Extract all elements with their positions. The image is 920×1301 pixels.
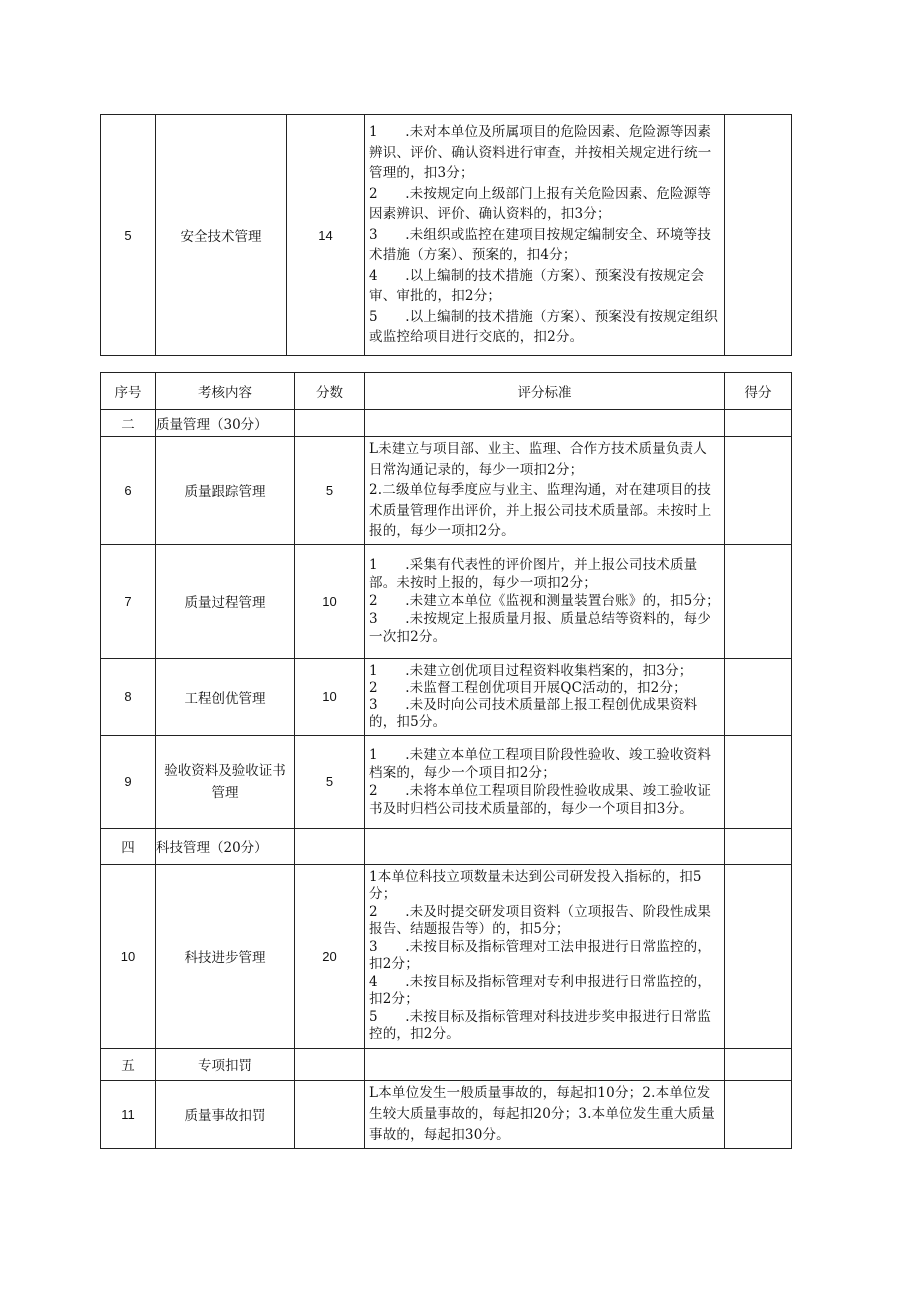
row-number: 6 [101, 437, 156, 545]
result-cell [725, 437, 792, 545]
assessment-item: 质量跟踪管理 [156, 437, 295, 545]
result-cell [725, 658, 792, 735]
section-number: 四 [101, 828, 156, 864]
section-title: 科技管理（20分） [156, 828, 295, 864]
criteria-line: L未建立与项目部、业主、监理、合作方技术质量负责人日常沟通记录的，每少一项扣2分； [369, 441, 707, 478]
criteria-line: 4 .以上编制的技术措施（方案）、预案没有按规定会审、审批的，扣2分； [369, 267, 705, 305]
assessment-item: 科技进步管理 [156, 864, 295, 1048]
criteria [365, 437, 725, 545]
table-row [101, 864, 792, 1048]
header-criteria: 评分标准 [365, 373, 725, 410]
assessment-item: 安全技术管理 [156, 115, 287, 356]
assessment-item: 工程创优管理 [156, 658, 295, 735]
section-title: 专项扣罚 [156, 1048, 295, 1080]
criteria-line: 5 .以上编制的技术措施（方案）、预案没有按规定组织或监控给项目进行交底的，扣2分。 [369, 308, 719, 346]
result-cell [725, 115, 792, 356]
assessment-item: 质量过程管理 [156, 544, 295, 658]
criteria-line: 1 .未建立本单位工程项目阶段性验收、竣工验收资料档案的，每少一个项目扣2分； [369, 746, 712, 781]
criteria-line: 3 .未及时向公司技术质量部上报工程创优成果资料的，扣5分。 [369, 696, 698, 730]
criteria-line: 4 .未按目标及指标管理对专利申报进行日常监控的，扣2分； [369, 973, 712, 1007]
criteria [365, 115, 725, 356]
header-score: 分数 [295, 373, 365, 410]
row-number: 9 [101, 735, 156, 828]
empty-cell [725, 410, 792, 437]
criteria-line: 1本单位科技立项数量未达到公司研发投入指标的，扣5分； [369, 868, 702, 902]
criteria-line: 3 .未组织或监控在建项目按规定编制安全、环境等技术措施（方案）、预案的，扣4分； [369, 226, 712, 264]
section-row [101, 1048, 792, 1080]
assessment-item: 质量事故扣罚 [156, 1080, 295, 1148]
table-assessment [100, 372, 792, 1149]
criteria-line: 2 .未按规定向上级部门上报有关危险因素、危险源等因素辨识、评价、确认资料的，扣3分； [369, 185, 712, 223]
score: 5 [295, 437, 365, 545]
criteria-line: 1 .未对本单位及所属项目的危险因素、危险源等因素辨识、评价、确认资料进行审查，并按相关规定进行统一管理的，扣3分； [369, 124, 712, 182]
empty-cell [725, 828, 792, 864]
empty-cell [295, 1048, 365, 1080]
table-row [101, 658, 792, 735]
result-cell [725, 864, 792, 1048]
row-number: 5 [101, 115, 156, 356]
section-number: 五 [101, 1048, 156, 1080]
row-number: 8 [101, 658, 156, 735]
score: 5 [295, 735, 365, 828]
table-row [101, 735, 792, 828]
score: 10 [295, 544, 365, 658]
criteria-line: 3 .未按规定上报质量月报、质量总结等资料的，每少一次扣2分。 [369, 611, 712, 645]
criteria [365, 735, 725, 828]
criteria-line: 1 .未建立创优项目过程资料收集档案的，扣3分； [369, 662, 693, 679]
criteria-line: 3 .未按目标及指标管理对工法申报进行日常监控的，扣2分； [369, 938, 712, 972]
empty-cell [295, 410, 365, 437]
criteria-line: 2 .未监督工程创优项目开展QC活动的，扣2分； [369, 679, 687, 696]
criteria [365, 864, 725, 1048]
table-row [101, 115, 792, 356]
header-item: 考核内容 [156, 373, 295, 410]
table-header [101, 373, 792, 410]
criteria-line: 2.二级单位每季度应与业主、监理沟通，对在建项目的技术质量管理作出评价，并上报公司技术质量部。未按时上报的，每少一项扣2分。 [369, 482, 712, 539]
section-number: 二 [101, 410, 156, 437]
empty-cell [725, 1048, 792, 1080]
table-safety [100, 114, 792, 356]
empty-cell [365, 410, 725, 437]
result-cell [725, 1080, 792, 1148]
section-row [101, 410, 792, 437]
table-row [101, 1080, 792, 1148]
table-row [101, 544, 792, 658]
criteria-line: 2 .未及时提交研发项目资料（立项报告、阶段性成果报告、结题报告等）的，扣5分； [369, 903, 712, 937]
section-title: 质量管理（30分） [156, 410, 295, 437]
empty-cell [365, 828, 725, 864]
criteria-line: 2 .未将本单位工程项目阶段性验收成果、竣工验收证书及时归档公司技术质量部的，每少一个项目扣3分。 [369, 782, 712, 817]
score: 14 [287, 115, 365, 356]
table-row [101, 437, 792, 545]
assessment-item: 验收资料及验收证书管理 [156, 735, 295, 828]
criteria-line: 5 .未按目标及指标管理对科技进步奖申报进行日常监控的，扣2分。 [369, 1008, 712, 1042]
score: 20 [295, 864, 365, 1048]
header-result: 得分 [725, 373, 792, 410]
criteria-line: 1 .采集有代表性的评价图片，并上报公司技术质量部。未按时上报的，每少一项扣2分； [369, 557, 698, 591]
header-no: 序号 [101, 373, 156, 410]
result-cell [725, 544, 792, 658]
row-number: 7 [101, 544, 156, 658]
score [295, 1080, 365, 1148]
criteria [365, 1080, 725, 1148]
criteria [365, 544, 725, 658]
criteria [365, 658, 725, 735]
result-cell [725, 735, 792, 828]
row-number: 10 [101, 864, 156, 1048]
empty-cell [365, 1048, 725, 1080]
row-number: 11 [101, 1080, 156, 1148]
criteria-line: 2 .未建立本单位《监视和测量装置台账》的，扣5分； [369, 593, 720, 609]
section-row [101, 828, 792, 864]
empty-cell [295, 828, 365, 864]
score: 10 [295, 658, 365, 735]
criteria-line: L本单位发生一般质量事故的，每起扣10分；2.本单位发生较大质量事故的，每起扣20分；3.本单位发生重大质量事故的，每起扣30分。 [369, 1084, 715, 1143]
